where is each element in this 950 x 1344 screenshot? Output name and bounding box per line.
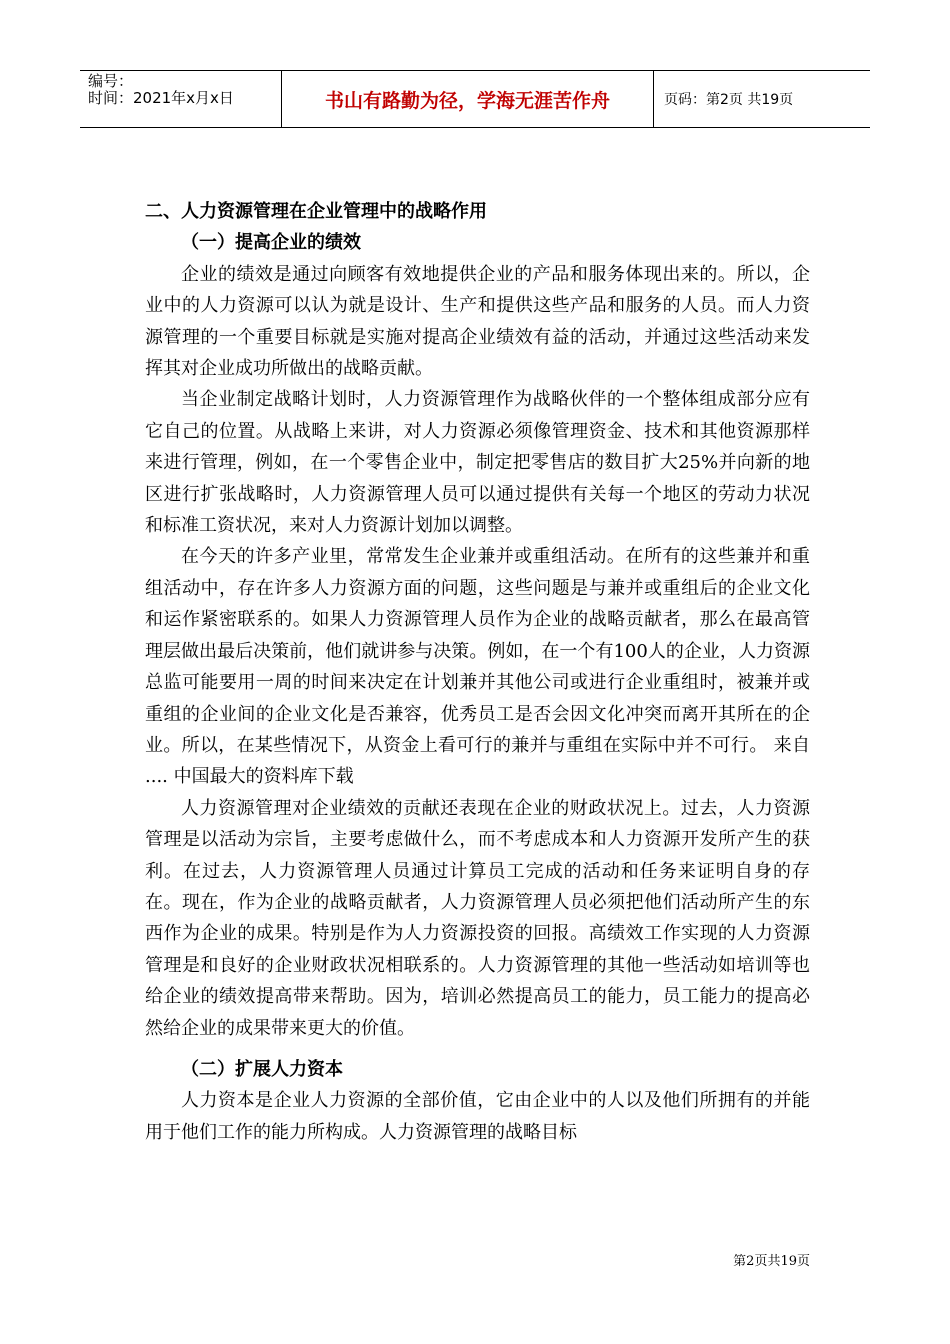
page-header (80, 70, 870, 128)
paragraph: 人力资本是企业人力资源的全部价值，它由企业中的人以及他们所拥有的并能用于他们工作的能力所构成。人力资源管理的战略目标 (145, 1090, 810, 1143)
paragraph: 在今天的许多产业里，常常发生企业兼并或重组活动。在所有的这些兼并和重组活动中，存在许多人力资源方面的问题，这些问题是与兼并或重组后的企业文化和运作紧密联系的。如果人力资源管理人员作为企业的战略贡献者，那么在最高管理层做出最后决策前，他们就讲参与决策。例如，在一个有100人的企业，人力资源总监可能要用一周的时间来决定在计划兼并其他公司或进行企业重组时，被兼并或重组的企业间的企业文化是否兼容，优秀员工是否会因文化冲突而离开其所在的企业。所以，在某些情况下，从资金上看可行的兼并与重组在实际中并不可行。 来自 .... 中国最大的资料库下载 (145, 546, 810, 788)
section-heading: 二、人力资源管理在企业管理中的战略作用 (145, 201, 487, 222)
paragraph: 企业的绩效是通过向顾客有效地提供企业的产品和服务体现出来的。所以，企业中的人力资源可以认为就是设计、生产和提供这些产品和服务的人员。而人力资源管理的一个重要目标就是实施对提高企业绩效有益的活动，并通过这些活动来发挥其对企业成功所做出的战略贡献。 (145, 263, 810, 380)
page-footer: 第2页共19页 (733, 1254, 810, 1269)
subsection-title-1: （一）提高企业的绩效 (181, 232, 361, 254)
header-time-label: 时间：2021年x月x日 (88, 89, 234, 107)
header-meta (80, 71, 282, 127)
header-page-info: 页码：第2页 共19页 (664, 92, 794, 108)
document-body (145, 196, 810, 1148)
header-motto: 书山有路勤为径，学海无涯苦作舟 (282, 71, 654, 127)
paragraph: 人力资源管理对企业绩效的贡献还表现在企业的财政状况上。过去，人力资源管理是以活动为宗旨，主要考虑做什么，而不考虑成本和人力资源开发所产生的获利。在过去，人力资源管理人员通过计算员工完成的活动和任务来证明自身的存在。现在，作为企业的战略贡献者，人力资源管理人员必须把他们活动所产生的东西作为企业的成果。特别是作为人力资源投资的回报。高绩效工作实现的人力资源管理是和良好的企业财政状况相联系的。人力资源管理的其他一些活动如培训等也给企业的绩效提高带来帮助。因为，培训必然提高员工的能力，员工能力的提高必然给企业的成果带来更大的价值。 (145, 797, 810, 1039)
subsection-title-2: （二）扩展人力资本 (181, 1058, 343, 1080)
header-number-label: 编号： (88, 72, 134, 90)
spacer (145, 1044, 810, 1054)
paragraph: 当企业制定战略计划时，人力资源管理作为战略伙伴的一个整体组成部分应有它自己的位置。从战略上来讲，对人力资源必须像管理资金、技术和其他资源那样来进行管理，例如，在一个零售企业中，制定把零售店的数目扩大25%并向新的地区进行扩张战略时，人力资源管理人员可以通过提供有关每一个地区的劳动力状况和标准工资状况，来对人力资源计划加以调整。 (145, 389, 810, 537)
